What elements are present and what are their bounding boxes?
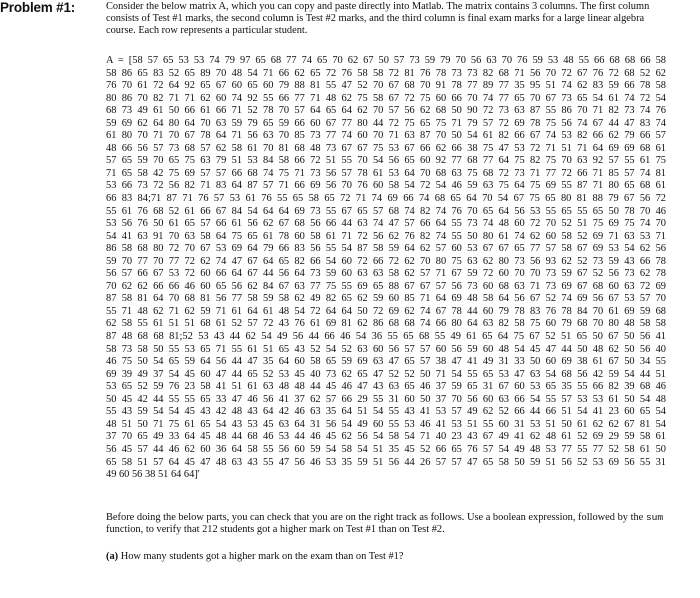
matrix-line: 48 66 56 57 73 68 57 62 58 61 70 81 68 48 73 67 67 75 53 67 66 62 66 38 75 47 53 72 71 51 71 64 69 69 68 61 — [106, 142, 666, 154]
matrix-line: 56 57 66 67 53 72 60 66 64 67 44 56 64 73 59 60 63 63 58 62 57 71 67 59 72 60 70 70 73 59 67 52 56 73 62 78 — [106, 268, 666, 280]
matrix-line: 56 45 57 44 46 62 60 36 64 58 55 56 60 59 54 58 54 51 35 45 52 66 65 76 57 54 49 48 53 77 55 77 52 58 61 50 — [106, 443, 666, 455]
matrix-line: 55 61 76 68 52 61 66 67 84 54 64 64 69 73 55 67 65 57 68 74 82 74 76 70 65 64 56 53 55 65 55 65 50 78 70 46 — [106, 205, 666, 217]
matrix-line: 87 48 68 68 81;52 53 43 44 62 54 49 56 44 66 46 54 36 55 65 68 55 49 61 65 64 75 67 52 51 65 50 67 50 56 41 — [106, 331, 666, 343]
instruction-text-before: Before doing the below parts, you can check that you are on the right track as follows. Use a boolean expression, followed by the — [106, 512, 644, 523]
matrix-line: 50 45 42 44 55 55 65 33 47 46 56 41 37 62 57 66 29 55 31 60 50 37 70 56 60 63 66 54 55 57 53 53 61 50 54 48 — [106, 393, 666, 405]
matrix-line: 55 71 48 62 71 62 59 71 61 64 61 48 54 72 64 64 50 72 69 62 74 67 78 44 60 79 78 83 76 78 84 70 61 69 59 68 — [106, 305, 666, 317]
matrix-line: 58 86 65 83 52 65 89 70 48 54 71 66 62 65 72 76 58 58 72 81 76 78 73 73 82 68 71 56 70 72 67 76 72 68 52 62 — [106, 67, 666, 79]
part-a-question — [106, 551, 666, 563]
intro-paragraph: Consider the below matrix A, which you can copy and paste directly into Matlab. The matrix contains 3 columns. The first column consists of Test #1 marks, the second column is Test #2 marks, and the third column is final exam marks for a large linear algebra course. Each row represents a particular student. — [106, 1, 650, 37]
matrix-line: 70 62 62 66 66 46 60 65 56 62 84 67 63 77 75 55 69 65 88 67 67 57 56 73 60 68 63 71 73 69 67 68 60 63 72 69 — [106, 280, 666, 292]
part-a-label: (a) — [106, 551, 119, 562]
matrix-line: 80 86 70 82 71 71 62 60 74 92 55 66 77 71 48 62 75 58 67 72 75 60 66 70 74 77 65 70 67 73 65 54 61 74 72 54 — [106, 92, 666, 104]
matrix-block[interactable] — [106, 55, 666, 482]
matrix-line: 53 66 73 72 56 82 71 83 64 87 57 71 66 69 56 70 76 60 58 54 72 54 46 59 63 75 64 75 69 55 87 71 80 65 68 61 — [106, 180, 666, 192]
matrix-line: 71 65 58 42 75 69 57 57 66 68 74 75 71 73 56 57 78 61 53 64 70 68 63 75 68 72 73 71 77 72 66 71 85 57 74 81 — [106, 167, 666, 179]
matrix-line: 53 65 52 59 76 23 58 41 51 61 63 48 48 44 45 46 47 43 63 65 46 37 59 65 31 67 60 53 65 35 55 66 82 39 68 46 — [106, 381, 666, 393]
matrix-line: A = [58 57 65 53 53 74 79 97 65 68 77 74 65 70 62 67 50 57 73 59 79 70 56 63 70 76 59 53 48 55 66 68 68 66 58 — [106, 55, 666, 66]
matrix-line: 53 56 76 50 61 65 57 66 61 56 62 67 68 56 66 44 63 74 47 57 66 64 55 73 74 48 60 72 70 52 51 75 69 75 74 70 — [106, 218, 666, 230]
problem-intro — [106, 1, 666, 38]
matrix-line: 54 41 63 91 70 63 58 64 75 65 61 78 60 58 61 71 72 56 62 76 82 74 55 50 80 61 74 62 60 58 52 69 71 63 53 71 — [106, 230, 666, 242]
matrix-line: 62 58 55 61 51 51 68 61 52 57 72 43 76 61 69 81 62 86 68 68 74 66 80 64 63 82 58 75 60 79 68 70 80 48 58 58 — [106, 318, 666, 330]
matrix-line: 87 58 81 64 70 68 81 56 77 58 59 58 62 49 82 65 62 59 60 85 71 64 69 48 58 64 56 67 52 74 69 56 67 53 57 70 — [106, 293, 666, 305]
instruction-paragraph — [106, 512, 666, 537]
matrix-line: 65 58 51 57 64 45 47 48 63 43 55 47 56 46 53 35 59 51 56 44 26 57 57 47 65 58 50 59 51 56 52 53 69 56 55 31 — [106, 456, 666, 468]
matrix-line: 68 73 49 61 50 66 61 66 71 52 78 70 57 64 65 64 62 70 57 56 62 68 50 90 72 73 63 87 55 86 70 71 82 73 74 76 — [106, 105, 666, 117]
matrix-line: 76 70 61 72 64 92 65 67 60 65 60 79 88 81 55 47 52 70 67 68 70 91 78 77 89 77 35 95 51 74 62 83 59 66 78 58 — [106, 80, 666, 92]
matrix-line: 48 51 50 71 75 61 65 54 43 53 45 63 64 31 56 54 49 60 55 53 46 41 53 51 55 60 31 53 51 50 61 62 62 67 81 54 — [106, 418, 666, 430]
matrix-line: 61 80 70 71 70 67 78 64 71 56 63 70 85 73 77 74 60 70 71 63 87 70 50 54 61 82 66 67 74 53 82 66 62 79 66 57 — [106, 130, 666, 142]
sum-function-code: sum — [645, 512, 664, 523]
matrix-line: 59 69 62 64 80 64 70 63 59 79 65 59 66 60 67 77 80 44 72 75 65 75 71 79 57 72 69 78 75 56 74 67 44 47 83 74 — [106, 117, 666, 129]
matrix-line: 66 83 84;71 87 71 76 57 53 61 76 55 65 58 65 72 71 74 69 66 74 68 65 64 70 54 67 75 65 80 81 88 79 67 56 72 — [106, 193, 666, 205]
matrix-line: 86 58 68 80 72 70 67 53 69 64 79 66 83 56 55 54 87 58 59 64 62 57 60 53 67 67 65 77 57 58 67 69 53 54 62 56 — [106, 243, 666, 255]
matrix-line: 59 70 77 70 77 72 62 74 47 67 64 65 82 66 54 60 72 66 72 62 70 80 75 63 62 80 73 56 93 62 52 73 59 43 66 78 — [106, 255, 666, 267]
problem-label: Problem #1: — [0, 0, 76, 15]
matrix-line: 46 75 50 54 65 59 64 56 44 47 35 64 60 58 65 59 69 63 47 65 57 38 47 41 49 31 33 50 60 69 38 61 67 50 34 55 — [106, 356, 666, 368]
part-a-text: How many students got a higher mark on the exam than on Test #1? — [120, 551, 404, 562]
matrix-line: 58 73 58 50 55 53 65 71 55 61 51 65 43 52 54 52 63 60 56 57 57 60 56 59 60 48 54 45 47 44 50 48 62 50 56 40 — [106, 343, 666, 355]
matrix-line: 55 43 59 54 54 45 43 42 48 43 64 42 46 63 35 64 51 54 55 43 41 53 57 49 62 52 66 44 66 51 54 41 23 60 65 54 — [106, 406, 666, 418]
instruction-text-after: function, to verify that 212 students got a higher mark on Test #1 than on Test #2. — [106, 524, 445, 536]
matrix-line: 57 65 59 70 65 75 63 79 51 53 84 58 66 72 51 55 70 54 56 65 60 92 77 68 77 64 75 82 75 70 63 92 57 55 61 75 — [106, 155, 666, 167]
matrix-line: 49 60 56 38 51 64 64]' — [106, 469, 200, 481]
matrix-line: 69 39 49 37 54 45 60 47 44 65 52 53 45 40 73 62 65 47 52 52 50 71 54 55 65 53 47 63 54 68 56 42 59 54 44 51 — [106, 368, 666, 380]
matrix-line: 37 70 65 49 33 64 45 48 44 68 46 53 44 46 45 62 56 54 58 54 71 40 23 43 67 49 41 62 48 61 52 69 29 59 58 61 — [106, 431, 666, 443]
